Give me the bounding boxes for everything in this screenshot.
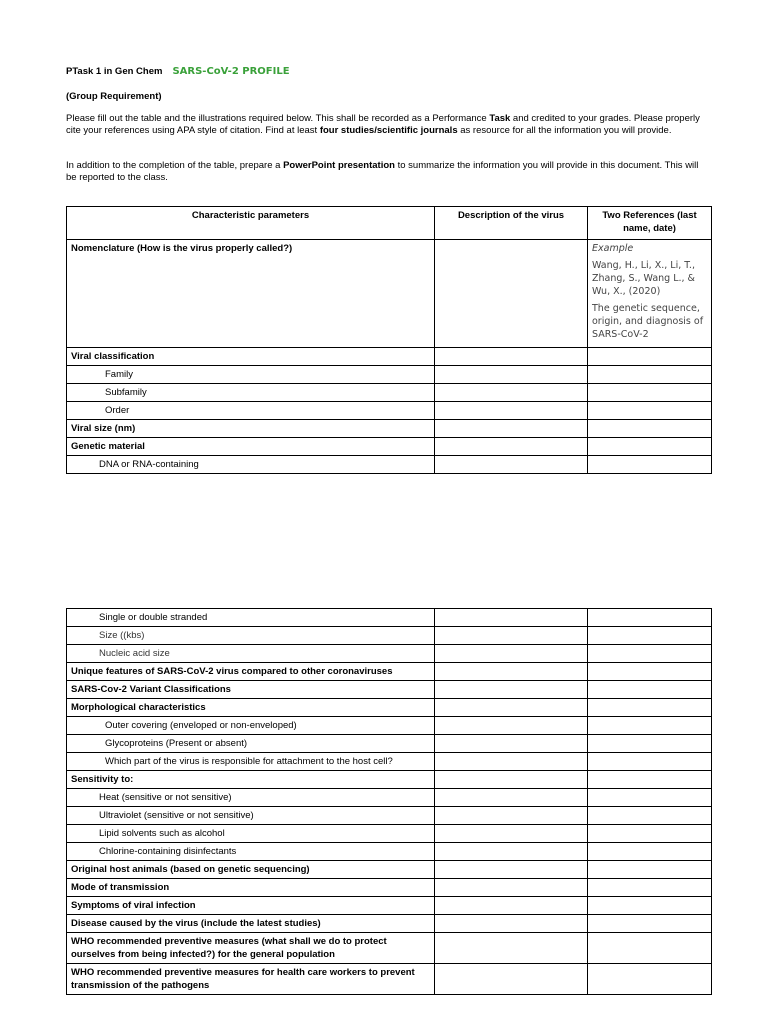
- references-cell[interactable]: [588, 789, 712, 807]
- profile-table-2: [66, 608, 712, 995]
- row-label: Unique features of SARS-CoV-2 virus compared to other coronaviruses: [67, 663, 435, 681]
- table-row: [67, 964, 712, 995]
- ptask-label: PTask 1 in Gen Chem: [66, 66, 163, 77]
- references-cell[interactable]: [588, 420, 712, 438]
- document-title: [66, 66, 290, 77]
- table-row: [67, 897, 712, 915]
- references-cell[interactable]: [588, 915, 712, 933]
- example-reference-authors: Wang, H., Li, X., Li, T., Zhang, S., Wang L., & Wu, X., (2020): [592, 260, 695, 297]
- row-label: Original host animals (based on genetic sequencing): [67, 861, 435, 879]
- references-cell[interactable]: [588, 964, 712, 995]
- references-cell[interactable]: [588, 456, 712, 474]
- references-cell[interactable]: [588, 843, 712, 861]
- table-header-row: [67, 207, 712, 240]
- row-label: Mode of transmission: [67, 879, 435, 897]
- references-cell[interactable]: [588, 735, 712, 753]
- header-characteristic-parameters: Characteristic parameters: [67, 207, 435, 240]
- description-cell[interactable]: [435, 384, 588, 402]
- row-label: Glycoproteins (Present or absent): [67, 735, 435, 753]
- table-row: [67, 933, 712, 964]
- references-cell[interactable]: [588, 240, 712, 348]
- description-cell[interactable]: [435, 915, 588, 933]
- row-label: Disease caused by the virus (include the latest studies): [67, 915, 435, 933]
- header-description: Description of the virus: [435, 207, 588, 240]
- description-cell[interactable]: [435, 843, 588, 861]
- references-cell[interactable]: [588, 897, 712, 915]
- references-cell[interactable]: [588, 627, 712, 645]
- profile-heading: SARS-CoV-2 PROFILE: [172, 66, 290, 77]
- group-requirement: (Group Requirement): [66, 91, 162, 102]
- references-cell[interactable]: [588, 825, 712, 843]
- description-cell[interactable]: [435, 402, 588, 420]
- references-cell[interactable]: [588, 663, 712, 681]
- row-label: Heat (sensitive or not sensitive): [67, 789, 435, 807]
- description-cell[interactable]: [435, 964, 588, 995]
- description-cell[interactable]: [435, 645, 588, 663]
- table-row: [67, 861, 712, 879]
- table-row: [67, 843, 712, 861]
- description-cell[interactable]: [435, 609, 588, 627]
- table-row: [67, 807, 712, 825]
- description-cell[interactable]: [435, 825, 588, 843]
- references-cell[interactable]: [588, 717, 712, 735]
- references-cell[interactable]: [588, 933, 712, 964]
- table-row: [67, 717, 712, 735]
- description-cell[interactable]: [435, 753, 588, 771]
- row-label: DNA or RNA-containing: [67, 456, 435, 474]
- table-row: [67, 456, 712, 474]
- description-cell[interactable]: [435, 807, 588, 825]
- description-cell[interactable]: [435, 366, 588, 384]
- references-cell[interactable]: [588, 753, 712, 771]
- description-cell[interactable]: [435, 933, 588, 964]
- table-row: [67, 645, 712, 663]
- description-cell[interactable]: [435, 240, 588, 348]
- table-row: [67, 366, 712, 384]
- description-cell[interactable]: [435, 861, 588, 879]
- description-cell[interactable]: [435, 771, 588, 789]
- description-cell[interactable]: [435, 456, 588, 474]
- table-row: [67, 402, 712, 420]
- description-cell[interactable]: [435, 438, 588, 456]
- row-label: Morphological characteristics: [67, 699, 435, 717]
- references-cell[interactable]: [588, 402, 712, 420]
- table-row: [67, 438, 712, 456]
- description-cell[interactable]: [435, 681, 588, 699]
- header-references: Two References (last name, date): [588, 207, 712, 240]
- row-label: Order: [67, 402, 435, 420]
- description-cell[interactable]: [435, 735, 588, 753]
- row-label: Outer covering (enveloped or non-enveloped): [67, 717, 435, 735]
- row-label: Sensitivity to:: [67, 771, 435, 789]
- row-label: Lipid solvents such as alcohol: [67, 825, 435, 843]
- references-cell[interactable]: [588, 681, 712, 699]
- table-row: [67, 420, 712, 438]
- references-cell[interactable]: [588, 348, 712, 366]
- example-label: Example: [592, 243, 634, 254]
- table-row: [67, 681, 712, 699]
- row-label: Symptoms of viral infection: [67, 897, 435, 915]
- row-label: Genetic material: [67, 438, 435, 456]
- table-row: [67, 348, 712, 366]
- row-label: WHO recommended preventive measures for health care workers to prevent transmission of the pathogens: [67, 964, 435, 995]
- row-label: Nucleic acid size: [67, 645, 435, 663]
- row-label: Which part of the virus is responsible for attachment to the host cell?: [67, 753, 435, 771]
- references-cell[interactable]: [588, 861, 712, 879]
- table-row: [67, 609, 712, 627]
- table-row: [67, 384, 712, 402]
- table-row: [67, 627, 712, 645]
- row-label: WHO recommended preventive measures (what shall we do to protect ourselves from being infected?) for the general population: [67, 933, 435, 964]
- references-cell[interactable]: [588, 807, 712, 825]
- description-cell[interactable]: [435, 699, 588, 717]
- table-row: [67, 735, 712, 753]
- instructions-paragraph-1: Please fill out the table and the illustrations required below. This shall be recorded as a Performance Task and credited to your grades. Please properly cite your references using APA style of citation. Find at least four studies/scientific journals as resource for all the information you will provide.: [66, 113, 700, 136]
- description-cell[interactable]: [435, 789, 588, 807]
- table-row: [67, 699, 712, 717]
- table-row: [67, 240, 712, 348]
- description-cell[interactable]: [435, 348, 588, 366]
- references-cell[interactable]: [588, 879, 712, 897]
- row-label: Nomenclature (How is the virus properly called?): [67, 240, 435, 348]
- references-cell[interactable]: [588, 645, 712, 663]
- description-cell[interactable]: [435, 879, 588, 897]
- table-row: [67, 879, 712, 897]
- row-label: Viral size (nm): [67, 420, 435, 438]
- row-label: Family: [67, 366, 435, 384]
- table-row: [67, 825, 712, 843]
- row-label: Size ((kbs): [67, 627, 435, 645]
- references-cell[interactable]: [588, 366, 712, 384]
- table-row: [67, 663, 712, 681]
- references-cell[interactable]: [588, 699, 712, 717]
- table-row: [67, 915, 712, 933]
- instructions-paragraph-2: In addition to the completion of the table, prepare a PowerPoint presentation to summarize the information you will provide in this document. This will be reported to the class.: [66, 160, 699, 183]
- profile-table-1: [66, 206, 712, 474]
- description-cell[interactable]: [435, 717, 588, 735]
- row-label: Ultraviolet (sensitive or not sensitive): [67, 807, 435, 825]
- table-row: [67, 753, 712, 771]
- references-cell[interactable]: [588, 609, 712, 627]
- description-cell[interactable]: [435, 420, 588, 438]
- row-label: Viral classification: [67, 348, 435, 366]
- references-cell[interactable]: [588, 384, 712, 402]
- references-cell[interactable]: [588, 771, 712, 789]
- row-label: Chlorine-containing disinfectants: [67, 843, 435, 861]
- row-label: Subfamily: [67, 384, 435, 402]
- description-cell[interactable]: [435, 897, 588, 915]
- row-label: SARS-Cov-2 Variant Classifications: [67, 681, 435, 699]
- description-cell[interactable]: [435, 627, 588, 645]
- example-reference-title: The genetic sequence, origin, and diagnosis of SARS-CoV-2: [592, 303, 704, 340]
- description-cell[interactable]: [435, 663, 588, 681]
- table-row: [67, 771, 712, 789]
- table-row: [67, 789, 712, 807]
- references-cell[interactable]: [588, 438, 712, 456]
- row-label: Single or double stranded: [67, 609, 435, 627]
